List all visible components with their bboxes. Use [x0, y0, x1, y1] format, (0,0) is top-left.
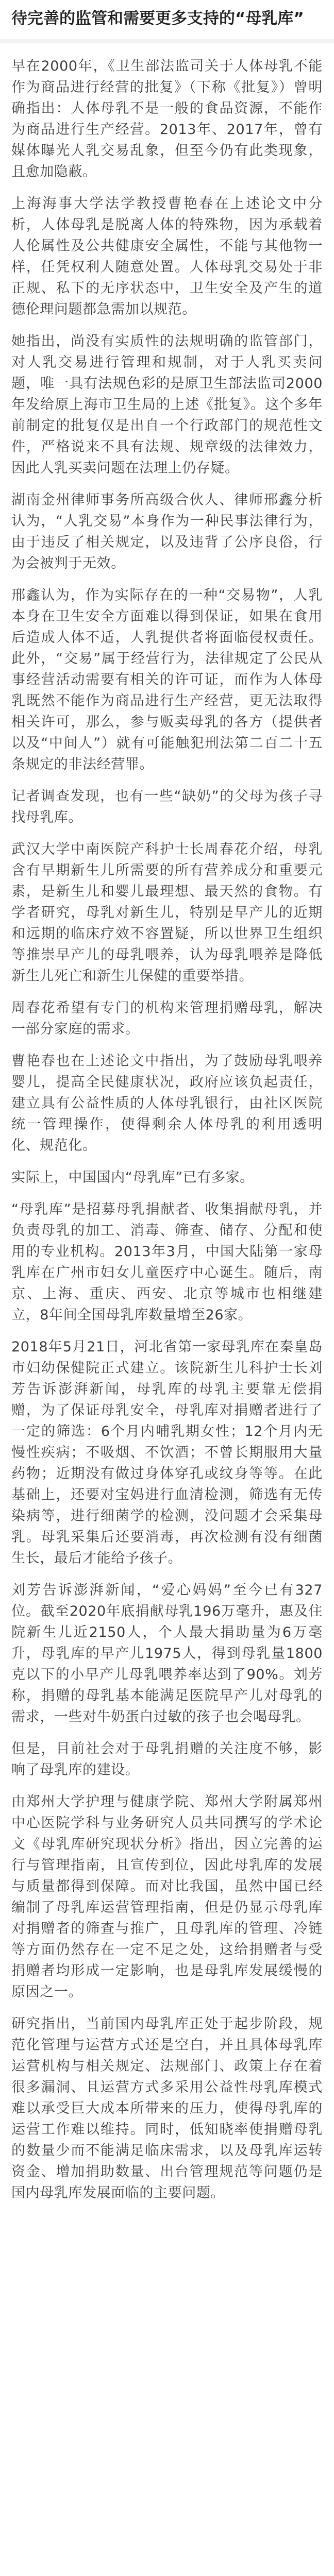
paragraph: 研究指出，当前国内母乳库正处于起步阶段，规范化管理与运营方式还是空白，并且具体母乳库运营机构与相关规定、法规部门、政策上存在着很多漏洞、且运营方式多采用公益性母乳库模式难以承受巨大成本所带来的压力，使得母乳库的运营工作难以维持。同时，低知晓率使捐赠母乳的数量少而不能满足临床需求，以及母乳库运转资金、增加捐助数量、出台管理规范等问题仍是国内母乳库发展面临的主要问题。: [11, 2016, 323, 2201]
paragraph: 周春花希望有专门的机构来管理捐赠母乳，解决一部分家庭的需求。: [11, 1000, 323, 1037]
paragraph: 曹艳春也在上述论文中指出，为了鼓励母乳喂养婴儿，提高全民健康状况，政府应该负起责任，建立具有公益性质的人体母乳银行，由社区医院统一管理操作，使得剩余人体母乳的利用透明化、规范化。: [11, 1053, 323, 1154]
paragraph: 记者调查发现，也有一些“缺奶”的父母为孩子寻找母乳库。: [11, 788, 323, 825]
paragraph: 武汉大学中南医院产科护士长周春花介绍，母乳含有早期新生儿所需要的所有营养成分和重要元素，是新生儿和婴儿最理想、最天然的食物。有学者研究，母乳对新生儿，特别是早产儿的近期和远期的临床疗效不容置疑，所以世界卫生组织等推崇早产儿的母乳喂养，认为母乳喂养是降低新生儿死亡和新生儿保健的重要举措。: [11, 841, 323, 984]
paragraph: 但是，目前社会对于母乳捐赠的关注度不够，影响了母乳库的建设。: [11, 1741, 323, 1778]
paragraph: 刘芳告诉澎湃新闻，“爱心妈妈”至今已有327位。截至2020年底捐献母乳196万毫升，惠及住院新生儿近2150人，个人最大捐助量为6万毫升，母乳库的早产儿1975人，得到母乳量1800克以下的小早产儿母乳喂养率达到了90%。刘芳称，捐赠的母乳基本能满足医院早产儿对母乳的需求，一些对牛奶蛋白过敏的孩子也会喝母乳。: [11, 1582, 323, 1725]
divider-band: [0, 39, 334, 43]
article-title: 待完善的监管和需要更多支持的“母乳库”: [11, 9, 304, 28]
paragraph: 邢鑫认为，作为实际存在的一种“交易物”，人乳本身在卫生安全方面难以得到保证，如果在食用后造成人体不适，人乳提供者将面临侵权责任。此外，“交易”属于经营行为，法律规定了公民从事经营活动需要有相关的许可证，而作为人体母乳既然不能作为商品进行生产经营，更无法取得相关许可，那么，参与贩卖母乳的各方（提供者以及“中间人”）就有可能触犯刑法第二百二十五条规定的非法经营罪。: [11, 587, 323, 772]
paragraph: 实际上，中国国内“母乳库”已有多家。: [11, 1170, 254, 1185]
paragraph: 上海海事大学法学教授曹艳春在上述论文中分析，人体母乳是脱离人体的特殊物，因为承载着人伦属性及公共健康安全属性，不能与其他物一样，任凭权利人随意处置。人体母乳交易处于非正规、私下的无序状态中，卫生安全及产生的道德伦理问题都急需加以规范。: [11, 196, 323, 317]
paragraph: 早在2000年，《卫生部法监司关于人体母乳不能作为商品进行经营的批复》（下称《批复》）曾明确指出：人体母乳不是一般的食品资源，不能作为商品进行生产经营。2013年、2017年，曾有媒体曝光人乳交易乱象，但至今仍有此类现象，且愈加隐蔽。: [11, 58, 323, 180]
paragraph: 由郑州大学护理与健康学院、郑州大学附属郑州中心医院学科与业务研究人员共同撰写的学术论文《母乳库研究现状分析》指出，因立完善的运行与管理指南，且宣传到位，因此母乳库的发展与质量都得到保障。而对比我国，虽然中国已经编制了母乳库运营管理指南，但是仍显示母乳库对捐赠者的筛查与推广，且母乳库的管理、冷链等方面仍然存在一定不足之处，这给捐赠者与受捐赠者均形成一定影响，也是母乳库发展缓慢的原因之一。: [11, 1794, 323, 2000]
paragraph: 湖南金州律师事务所高级合伙人、律师邢鑫分析认为，“人乳交易”本身作为一种民事法律行为，由于违反了相关规定，以及违背了公序良俗，行为会被判于无效。: [11, 492, 323, 571]
paragraph: “母乳库”是招募母乳捐献者、收集捐献母乳，并负责母乳的加工、消毒、筛查、储存、分配和使用的专业机构。2013年3月，中国大陆第一家母乳库在广州市妇女儿童医疗中心诞生。随后，南京、上海、重庆、西安、北京等城市也相继建立，8年间全国母乳库数量增至26家。: [11, 1201, 323, 1323]
paragraph: 2018年5月21日，河北省第一家母乳库在秦皇岛市妇幼保健院正式建立。该院新生儿科护士长刘芳告诉澎湃新闻，母乳库的母乳主要靠无偿捐赠，为了保证母乳安全，母乳库对捐赠者进行了一定的筛选：6个月内哺乳期女性；12个月内无慢性疾病；不吸烟、不饮酒；不曾长期服用大量药物；近期没有做过身体穿孔或纹身等等。在此基础上，还要对宝妈进行血清检测，筛选有无传染病等，进行细菌学的检测，没问题才会采集母乳。母乳采集后还要消毒，再次检测有没有细菌生长，最后才能给予孩子。: [11, 1339, 323, 1566]
paragraph: 她指出，尚没有实质性的法规明确的监管部门，对人乳交易进行管理和规制，对于人乳买卖问题，唯一具有法规色彩的是原卫生部法监司2000年发给原上海市卫生局的上述《批复》。这个多年前制定的批复仅是出自一个行政部门的规范性文件，严格说来不具有法规、规章级的法律效力，因此人乳买卖问题在法理上仍存疑。: [11, 333, 323, 476]
